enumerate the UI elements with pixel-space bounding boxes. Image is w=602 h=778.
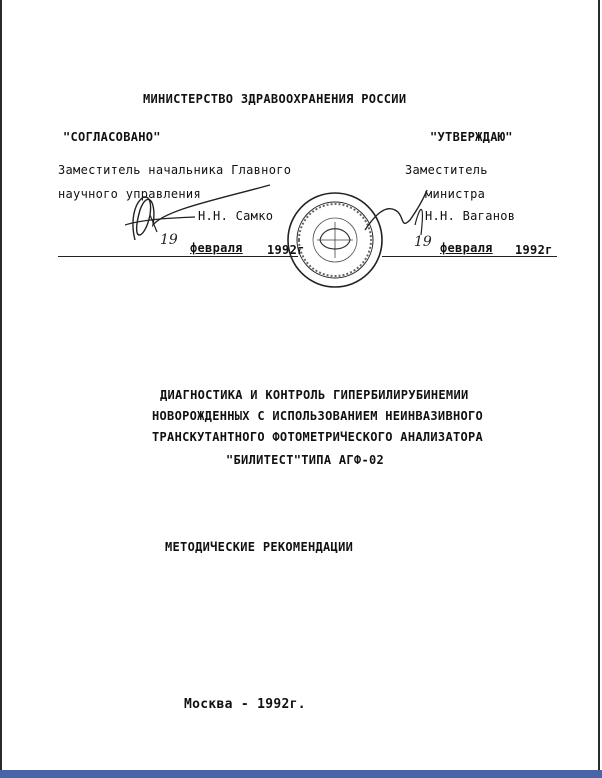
agreed-stamp-label: "СОГЛАСОВАНО" xyxy=(63,130,161,144)
title-line-4: "БИЛИТЕСТ"ТИПА АГФ-02 xyxy=(226,453,385,467)
left-signatory-name: Н.Н. Самко xyxy=(198,209,274,223)
left-position-line1: Заместитель начальника Главного xyxy=(58,163,292,177)
left-date-day: 19 xyxy=(160,232,178,248)
title-line-2: НОВОРОЖДЕННЫХ С ИСПОЛЬЗОВАНИЕМ НЕИНВАЗИВНОГО xyxy=(152,409,484,423)
right-date-month: февраля xyxy=(440,241,493,255)
left-date-year: 1992г xyxy=(267,243,305,257)
right-position-line1: Заместитель xyxy=(405,163,488,177)
left-position-line2: научного управления xyxy=(58,187,201,201)
document-subtitle: МЕТОДИЧЕСКИЕ РЕКОМЕНДАЦИИ xyxy=(165,540,354,554)
right-signatory-name: Н.Н. Ваганов xyxy=(425,209,516,223)
taskbar-strip xyxy=(0,770,602,778)
title-line-1: ДИАГНОСТИКА И КОНТРОЛЬ ГИПЕРБИЛИРУБИНЕМИИ xyxy=(160,388,469,402)
ministry-heading: МИНИСТЕРСТВО ЗДРАВООХРАНЕНИЯ РОССИИ xyxy=(143,92,407,106)
place-and-year: Москва - 1992г. xyxy=(184,697,306,712)
approved-stamp-label: "УТВЕРЖДАЮ" xyxy=(430,130,513,144)
right-date-day: 19 xyxy=(414,234,432,250)
left-date-rule xyxy=(58,256,298,257)
right-position-line2: министра xyxy=(425,187,486,201)
title-line-3: ТРАНСКУТАНТНОГО ФОТОМЕТРИЧЕСКОГО АНАЛИЗАТОРА xyxy=(152,430,484,444)
right-date-year: 1992г xyxy=(515,243,553,257)
left-date-month: февраля xyxy=(190,241,243,255)
